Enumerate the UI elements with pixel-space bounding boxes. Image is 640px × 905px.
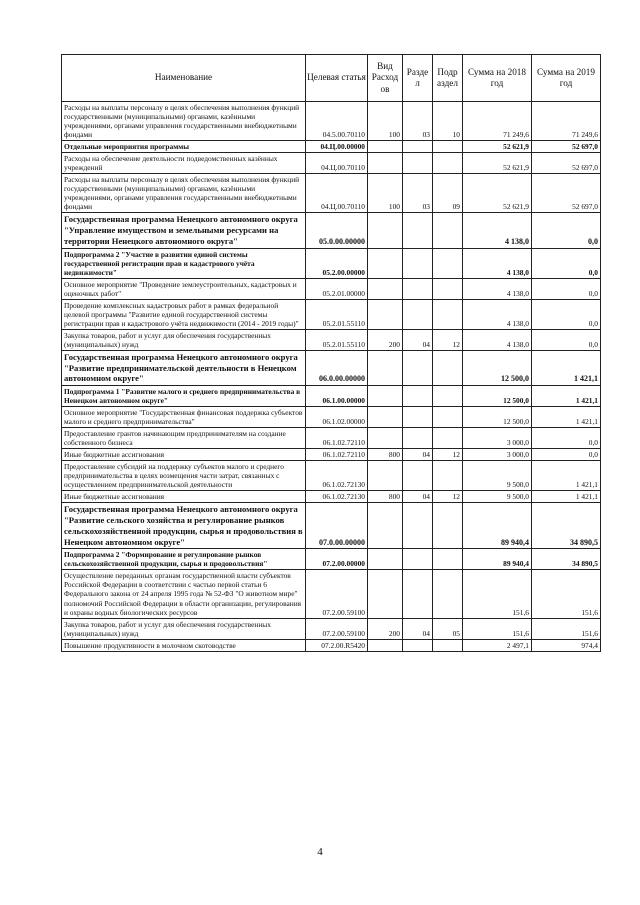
- row-subsection: 12: [433, 449, 463, 461]
- table-row: [62, 461, 601, 491]
- row-target-code: 06.1.00.00000: [306, 386, 368, 407]
- row-sum-2019: 34 890,5: [532, 549, 601, 570]
- row-target-code: 05.0.00.00000: [306, 213, 368, 248]
- table-row: [62, 278, 601, 299]
- row-expense-type: [368, 461, 403, 491]
- table-row: [62, 141, 601, 153]
- row-sum-2018: 3 000,0: [463, 449, 532, 461]
- table-row: [62, 491, 601, 503]
- row-subsection: [433, 570, 463, 618]
- row-expense-type: [368, 350, 403, 385]
- row-target-code: 06.1.02.72110: [306, 449, 368, 461]
- row-sum-2019: 52 697,0: [532, 153, 601, 174]
- row-sum-2018: 89 940,4: [463, 503, 532, 549]
- row-target-code: 06.1.02.00000: [306, 407, 368, 428]
- row-section: 04: [403, 449, 433, 461]
- row-sum-2018: 52 621,9: [463, 153, 532, 174]
- row-expense-type: [368, 248, 403, 278]
- row-sum-2019: 52 697,0: [532, 174, 601, 213]
- row-section: [403, 141, 433, 153]
- table-row: [62, 449, 601, 461]
- row-target-code: 05.2.00.00000: [306, 248, 368, 278]
- row-expense-type: [368, 428, 403, 449]
- row-target-code: 07.0.00.00000: [306, 503, 368, 549]
- row-expense-type: 100: [368, 174, 403, 213]
- row-section: 04: [403, 618, 433, 639]
- row-expense-type: 200: [368, 618, 403, 639]
- row-sum-2018: 3 000,0: [463, 428, 532, 449]
- table-row: [62, 329, 601, 350]
- row-target-code: 06.1.02.72110: [306, 428, 368, 449]
- row-section: [403, 407, 433, 428]
- table-row: [62, 549, 601, 570]
- row-subsection: [433, 461, 463, 491]
- row-name: Государственная программа Ненецкого автономного округа "Развитие сельского хозяйства и регулирование рынков сельскохозяйственной продукции, сырья и продовольствия в Ненецком автономном округе": [62, 503, 306, 549]
- row-expense-type: [368, 141, 403, 153]
- row-target-code: 04.Ц.00.70110: [306, 153, 368, 174]
- row-subsection: [433, 549, 463, 570]
- row-section: [403, 503, 433, 549]
- row-sum-2019: 0,0: [532, 299, 601, 329]
- row-name: Предоставление грантов начинающим предпринимателям на создание собственного бизнеса: [62, 428, 306, 449]
- row-name: Осуществление переданных органам государственной власти субъектов Российской Федерации в соответствии с частью первой статьи 6 Федерального закона от 24 апреля 1995 года № 52-ФЗ "О животном мире" полномочий Российской Федерации в области организации, регулирования и охраны водных биологических ресурсов: [62, 570, 306, 618]
- row-sum-2018: 2 497,1: [463, 639, 532, 651]
- row-name: Расходы на выплаты персоналу в целях обеспечения выполнения функций государственными (муниципальными) органами, казёнными учреждениями, органами управления государственными внебюджетными фондами: [62, 174, 306, 213]
- row-sum-2019: 151,6: [532, 618, 601, 639]
- row-expense-type: 100: [368, 102, 403, 141]
- row-sum-2018: 12 500,0: [463, 386, 532, 407]
- row-target-code: 05.2.01.55110: [306, 299, 368, 329]
- row-subsection: [433, 350, 463, 385]
- row-expense-type: [368, 570, 403, 618]
- row-name: Основное мероприятие "Государственная финансовая поддержка субъектов малого и среднего предпринимательства": [62, 407, 306, 428]
- row-target-code: 05.2.01.55110: [306, 329, 368, 350]
- row-target-code: 06.1.02.72130: [306, 491, 368, 503]
- table-row: [62, 407, 601, 428]
- row-sum-2018: 71 249,6: [463, 102, 532, 141]
- row-section: [403, 570, 433, 618]
- row-subsection: [433, 428, 463, 449]
- row-sum-2019: 0,0: [532, 449, 601, 461]
- row-section: 04: [403, 491, 433, 503]
- row-expense-type: [368, 299, 403, 329]
- row-section: 03: [403, 174, 433, 213]
- row-target-code: 07.2.00.59100: [306, 570, 368, 618]
- row-sum-2019: 0,0: [532, 428, 601, 449]
- row-section: [403, 386, 433, 407]
- row-expense-type: 800: [368, 491, 403, 503]
- row-sum-2018: 9 500,0: [463, 461, 532, 491]
- row-sum-2019: 151,6: [532, 570, 601, 618]
- row-subsection: [433, 299, 463, 329]
- row-target-code: 04.Ц.00.00000: [306, 141, 368, 153]
- row-target-code: 05.2.01.00000: [306, 278, 368, 299]
- row-sum-2019: 1 421,1: [532, 350, 601, 385]
- row-sum-2018: 52 621,9: [463, 141, 532, 153]
- row-expense-type: [368, 153, 403, 174]
- row-sum-2019: 0,0: [532, 278, 601, 299]
- row-sum-2019: 0,0: [532, 248, 601, 278]
- row-name: Подпрограмма 1 "Развитие малого и среднего предпринимательства в Ненецком автономном округе": [62, 386, 306, 407]
- row-sum-2018: 151,6: [463, 618, 532, 639]
- row-sum-2019: 34 890,5: [532, 503, 601, 549]
- row-expense-type: [368, 549, 403, 570]
- row-sum-2019: 71 249,6: [532, 102, 601, 141]
- row-name: Расходы на выплаты персоналу в целях обеспечения выполнения функций государственными (муниципальными) органами, казёнными учреждениями, органами управления государственными внебюджетными фондами: [62, 102, 306, 141]
- row-target-code: 04.Ц.00.70110: [306, 174, 368, 213]
- row-section: [403, 428, 433, 449]
- row-expense-type: [368, 213, 403, 248]
- row-expense-type: 800: [368, 449, 403, 461]
- row-name: Основное мероприятие "Проведение землеустроительных, кадастровых и оценочных работ": [62, 278, 306, 299]
- row-expense-type: [368, 407, 403, 428]
- row-name: Отдельные мероприятия программы: [62, 141, 306, 153]
- row-expense-type: [368, 503, 403, 549]
- row-section: 04: [403, 329, 433, 350]
- header-section: Разде л: [403, 55, 433, 102]
- row-sum-2019: 1 421,1: [532, 491, 601, 503]
- row-subsection: [433, 407, 463, 428]
- row-sum-2019: 0,0: [532, 213, 601, 248]
- row-expense-type: [368, 386, 403, 407]
- row-name: Подпрограмма 2 "Формирование и регулирование рынков сельскохозяйственной продукции, сырья и продовольствия": [62, 549, 306, 570]
- row-subsection: [433, 153, 463, 174]
- row-name: Иные бюджетные ассигнования: [62, 449, 306, 461]
- row-name: Государственная программа Ненецкого автономного округа "Развитие предпринимательской деятельности в Ненецком автономном округе": [62, 350, 306, 385]
- table-row: [62, 639, 601, 651]
- row-expense-type: [368, 278, 403, 299]
- table-row: [62, 213, 601, 248]
- row-subsection: [433, 386, 463, 407]
- row-sum-2018: 89 940,4: [463, 549, 532, 570]
- row-sum-2018: 52 621,9: [463, 174, 532, 213]
- row-name: Предоставление субсидий на поддержку субъектов малого и среднего предпринимательства в целях возмещения части затрат, связанных с осуществлением предпринимательской деятельности: [62, 461, 306, 491]
- row-section: 03: [403, 102, 433, 141]
- table-row: [62, 503, 601, 549]
- table-row: [62, 174, 601, 213]
- row-sum-2018: 12 500,0: [463, 407, 532, 428]
- row-expense-type: [368, 639, 403, 651]
- page-number: 4: [317, 846, 323, 858]
- row-section: [403, 248, 433, 278]
- row-name: Государственная программа Ненецкого автономного округа "Управление имуществом и земельными ресурсами на территории Ненецкого автономного округа": [62, 213, 306, 248]
- row-target-code: 04.5.00.70110: [306, 102, 368, 141]
- row-sum-2018: 9 500,0: [463, 491, 532, 503]
- header-sum-2019: Сумма на 2019 год: [532, 55, 601, 102]
- row-subsection: [433, 503, 463, 549]
- header-subsection: Подр аздел: [433, 55, 463, 102]
- row-subsection: [433, 213, 463, 248]
- row-section: [403, 639, 433, 651]
- row-sum-2019: 52 697,0: [532, 141, 601, 153]
- row-subsection: [433, 639, 463, 651]
- row-sum-2019: 1 421,1: [532, 407, 601, 428]
- row-section: [403, 461, 433, 491]
- row-subsection: [433, 278, 463, 299]
- row-name: Подпрограмма 2 "Участие в развитии единой системы государственной регистрации прав и кадастрового учёта недвижимости": [62, 248, 306, 278]
- row-sum-2018: 12 500,0: [463, 350, 532, 385]
- header-target-article: Целевая статья: [306, 55, 368, 102]
- row-subsection: 12: [433, 329, 463, 350]
- row-target-code: 07.2.00.59100: [306, 618, 368, 639]
- row-name: Закупка товаров, работ и услуг для обеспечения государственных (муниципальных) нужд: [62, 618, 306, 639]
- row-name: Закупка товаров, работ и услуг для обеспечения государственных (муниципальных) нужд: [62, 329, 306, 350]
- row-name: Иные бюджетные ассигнования: [62, 491, 306, 503]
- row-name: Расходы на обеспечение деятельности подведомственных казённых учреждений: [62, 153, 306, 174]
- row-sum-2019: 1 421,1: [532, 461, 601, 491]
- row-section: [403, 153, 433, 174]
- row-subsection: [433, 248, 463, 278]
- row-expense-type: 200: [368, 329, 403, 350]
- table-row: [62, 386, 601, 407]
- row-section: [403, 299, 433, 329]
- row-sum-2018: 4 138,0: [463, 278, 532, 299]
- header-sum-2018: Сумма на 2018 год: [463, 55, 532, 102]
- row-target-code: 06.1.02.72130: [306, 461, 368, 491]
- row-subsection: 10: [433, 102, 463, 141]
- table-row: [62, 299, 601, 329]
- table-row: [62, 248, 601, 278]
- table-row: [62, 428, 601, 449]
- row-sum-2019: 1 421,1: [532, 386, 601, 407]
- row-subsection: 12: [433, 491, 463, 503]
- table-row: [62, 350, 601, 385]
- row-sum-2019: 0,0: [532, 329, 601, 350]
- header-expense-type: Вид Расход ов: [368, 55, 403, 102]
- row-name: Проведение комплексных кадастровых работ в рамках федеральной целевой программы "Развитие единой государственной системы регистрации прав и кадастрового учёта недвижимости (2014 - 2019 годы)": [62, 299, 306, 329]
- row-sum-2018: 4 138,0: [463, 248, 532, 278]
- table-row: [62, 153, 601, 174]
- row-sum-2018: 4 138,0: [463, 213, 532, 248]
- row-target-code: 07.2.00.00000: [306, 549, 368, 570]
- row-name: Повышение продуктивности в молочном скотоводстве: [62, 639, 306, 651]
- row-section: [403, 549, 433, 570]
- table-row: [62, 618, 601, 639]
- row-sum-2018: 4 138,0: [463, 299, 532, 329]
- row-section: [403, 213, 433, 248]
- row-section: [403, 278, 433, 299]
- row-target-code: 07.2.00.R5420: [306, 639, 368, 651]
- row-sum-2019: 974,4: [532, 639, 601, 651]
- budget-table: [61, 54, 601, 652]
- row-sum-2018: 4 138,0: [463, 329, 532, 350]
- row-target-code: 06.0.00.00000: [306, 350, 368, 385]
- row-sum-2018: 151,6: [463, 570, 532, 618]
- header-row: [62, 55, 601, 102]
- row-subsection: 05: [433, 618, 463, 639]
- row-section: [403, 350, 433, 385]
- header-name: Наименование: [62, 55, 306, 102]
- table-row: [62, 570, 601, 618]
- row-subsection: 09: [433, 174, 463, 213]
- row-subsection: [433, 141, 463, 153]
- table-row: [62, 102, 601, 141]
